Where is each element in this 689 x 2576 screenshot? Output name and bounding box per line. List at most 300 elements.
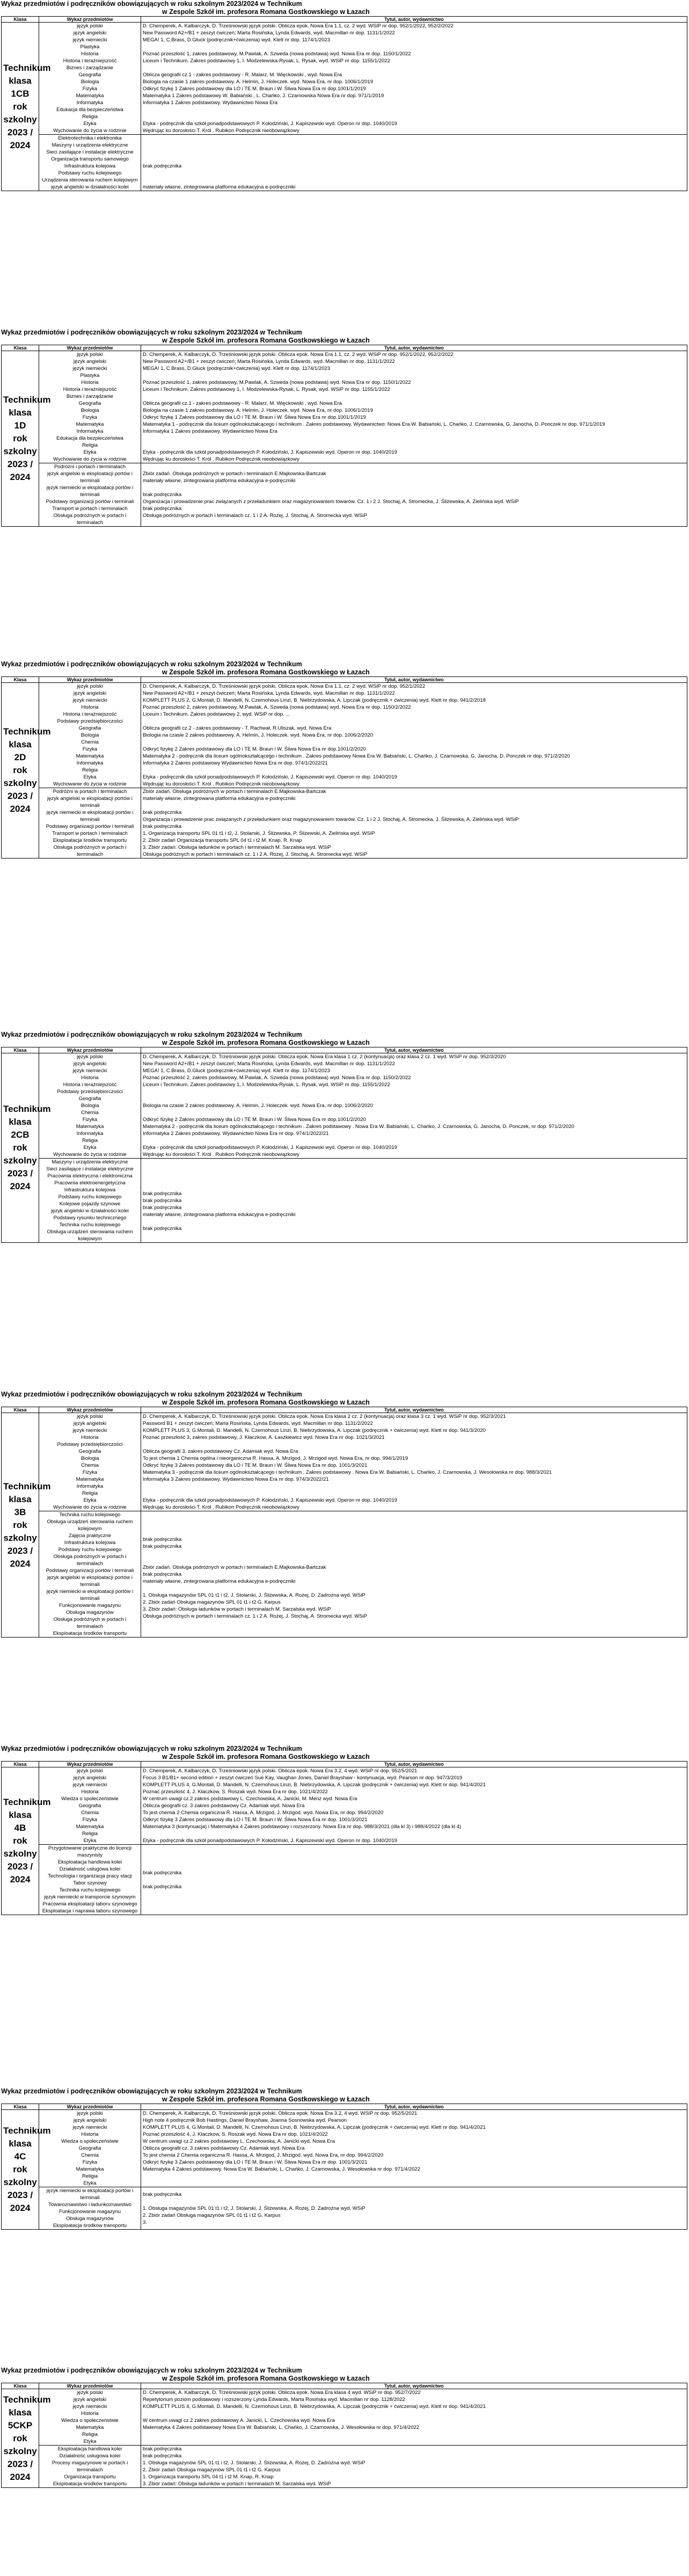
class-section (1, 660, 687, 858)
textbook-entry: D. Chemperek, A. Kalbarczyk, D. Trześniowski język polski. Oblicza epok. Nowa Era 1.1, cz. 2 wyd. WSiP nr dop. 952/1/2022, 952/2/2022 (143, 352, 454, 358)
vocational-subject-name: Obsługa podróżnych w portach i terminalach (53, 513, 127, 526)
textbook-entry: Repetytorium poziom podstawowy i rozszerzony Lynda Edwards, Marta Rosińska wyd. Macmillan nr dop. 1128/2022 (143, 2397, 405, 2403)
vocational-subject-name: Eksploatacja i naprawa taboru szynowego (42, 1908, 138, 1914)
vocational-subjects-row (2, 2446, 687, 2488)
section-title: Wykaz przedmiotów i podręczników obowiązujących w roku szkolnym 2023/2024 w Technikum (1, 660, 302, 668)
vocational-subject-name: Tabor szynowy (73, 1880, 107, 1886)
subject-name: język angielski (73, 2397, 107, 2403)
subject-name: Matematyka (76, 421, 104, 427)
general-subjects-row (2, 351, 687, 463)
header-klasa: Klasa (2, 345, 39, 351)
vocational-subject-name: Transport w portach i terminalach (52, 506, 128, 512)
class-label: Technikum klasa 3B rok szkolny 2023 / 2024 (2, 1413, 39, 1638)
header-przedmiot: Wykaz przedmiotów (39, 1762, 141, 1767)
section-subtitle: w Zespole Szkół im. profesora Romana Gostkowskiego w Łazach (162, 337, 370, 344)
subject-name: język niemiecki (72, 2124, 107, 2130)
textbook-entry: Oblicza geografii cz. 3 zakres podstawowy Cz. Adamiak wyd. Nowa Era (143, 2145, 305, 2151)
subject-name: Historia (81, 2131, 99, 2137)
general-textbook-list (141, 1413, 687, 1511)
subject-name: Informatyka (76, 760, 104, 766)
textbook-entry (143, 767, 685, 774)
subject-name: Wiedza o społeczeństwie (61, 2418, 119, 2424)
vocational-subject-name: Podstawy rysunku technicznego (53, 1215, 127, 1221)
vocational-textbook-entry: brak podręcznika (143, 824, 182, 829)
textbook-entry (143, 113, 685, 120)
header-tytul: Tytuł, autor, wydawnictwo (141, 2383, 687, 2389)
textbook-entry: Wędrując ku dorosłości T. Król . Rubikon Podręcznik nieobowiązkowy (143, 1152, 299, 1158)
general-textbook-list (141, 1767, 687, 1845)
textbook-entry: MEGA! 1, C.Brass, D.Głuck (podręcznik+ćwiczenia) wyd. Klett nr dop. 1174/1/2023 (143, 37, 331, 43)
textbook-entry: New Password A2+/B1 + zeszyt ćwiczeń; Marta Rosińska, Lynda Edwards, wyd. Macmillan nr dop. 1131/1/2022 (143, 1061, 395, 1067)
vocational-subject-name: Technika ruchu kolejowego (59, 1887, 121, 1893)
subject-name: Plastyka (80, 373, 100, 379)
vocational-textbook-entry (143, 1890, 685, 1897)
vocational-subjects-row (2, 788, 687, 858)
vocational-textbook-entry: Organizacja i prowadzenie prac związanych z przeładunkiem oraz magazynowaniem towarów. Cz. 1 i 2 J. Stochaj, A. Stromecka, J. Śliżewska, A. Zielińska wyd. WSiP (143, 817, 519, 823)
subject-name: Historia (81, 1075, 99, 1081)
textbook-entry (143, 2180, 685, 2187)
vocational-subject-name: Elektrotechnika i elektronika (58, 135, 122, 141)
general-subject-list (39, 2110, 141, 2187)
textbook-entry: Matematyka 2 - podręcznik dla liceum ogólnokształcącego i technikum . Zakres podstawowy Nowa Era W. Babiański, L. Chańko, J. Czarnowska, G. Janocha, D. Ponczek nr dop. 971/2/2020 (143, 753, 570, 759)
subject-name: Etyka (83, 2180, 97, 2186)
section-subtitle: w Zespole Szkół im. profesora Romana Gostkowskiego w Łazach (162, 2095, 370, 2103)
vocational-textbook-entry: Zbiór zadań. Obsługa podróżnych w portach i terminalach E.Majkowska-Bartczak (143, 1564, 326, 1570)
textbook-table (1, 1761, 687, 1915)
vocational-subject-name: język angielski w eksploatacji portów i terminali (47, 796, 133, 809)
vocational-textbook-entry (143, 1218, 685, 1225)
subject-name: Fizyka (82, 1117, 98, 1123)
subject-name: Fizyka (82, 1469, 98, 1475)
subject-name: Etyka (83, 774, 97, 780)
subject-name: Podstawy przedsiębiorczości (57, 718, 123, 724)
textbook-entry: Odkryć fizykę 3 Zakres podstawowy dla LO i TE M. Braun i W. Śliwa Nowa Era nr dop. 1001/3/2021 (143, 1817, 368, 1823)
textbook-entry (143, 106, 685, 113)
vocational-subject-name: Działalność usługowa kolei (59, 1866, 121, 1872)
vocational-textbook-entry (143, 1162, 685, 1169)
subject-name: język niemiecki (72, 37, 107, 43)
class-label: Technikum klasa 1CB rok szkolny 2023 / 2024 (2, 23, 39, 191)
vocational-subject-name: Infrastruktura kolejowa (64, 163, 116, 169)
vocational-subject-name: Obsługa podróżnych w portach i terminalach (53, 1617, 127, 1629)
subject-name: język angielski (73, 359, 107, 365)
vocational-subject-name: Podstawy ruchu kolejowego (58, 1547, 122, 1553)
vocational-textbook-entry (143, 1849, 685, 1855)
header-klasa: Klasa (2, 17, 39, 23)
vocational-subject-name: Sieci zasilające i instalacje elektryczne (46, 149, 134, 155)
textbook-entry: Etyka - podręcznik dla szkół ponadpodstawowych P. Kołodziński, J. Kapiszewski wyd. Operon nr dop. 1040/2019 (143, 449, 398, 455)
subject-name: Historia (81, 2411, 99, 2417)
header-tytul: Tytuł, autor, wydawnictwo (141, 17, 687, 23)
vocational-subject-name: Funkcjonowanie magazynu (58, 1603, 121, 1609)
textbook-entry: Oblicza geografii cz.1 - zakres podstawowy - R. Malarz, M. Więckowski , wyd. Nowa Era (143, 72, 342, 78)
vocational-textbook-entry (143, 1876, 685, 1883)
textbook-table (1, 2104, 687, 2230)
subject-name: Geografia (78, 1449, 101, 1454)
subject-name: Wychowanie do życia w rodzinie (53, 1504, 127, 1510)
textbook-entry: Matematyka 4 Zakres podstawowy Nowa Era W. Babiański, L. Chańko, J. Czarnowska, J. Wesołowska nr dop. 971/4/2022 (143, 2425, 420, 2431)
vocational-subject-name: język niemiecki w eksploatacji portów i terminali (46, 1589, 134, 1602)
subject-name: Chemia (81, 1110, 99, 1116)
vocational-textbook-entry: 1. Organizacja transportu SPL 01 t1 i t2, J. Stolarski, J. Śliżewska, P. Śliżewski, A. Zielińska wyd. WSiP (143, 831, 375, 836)
subject-name: Fizyka (82, 86, 98, 92)
subject-name: Etyka (83, 1145, 97, 1151)
class-label: Technikum klasa 4B rok szkolny 2023 / 2024 (2, 1767, 39, 1915)
table-header-row (2, 1762, 687, 1767)
textbook-entry: Focus 3 B1/B1+ second edition + zeszyt ćwiczeń Sue Kay, Vaughan Jones, Daniel Brayshaw - kontynuacja, wyd. Pearson nr dop. 947/3/2019 (143, 1775, 463, 1781)
vocational-textbook-entry: materiały własne, zintegrowana platforma edukacyjna e-podręczniki (143, 184, 296, 190)
vocational-subject-name: Maszyny i urządzenia elektryczne (52, 142, 128, 148)
general-subject-list (39, 351, 141, 463)
textbook-entry: MEGA! 1, C.Brass, D.Głuck (podręcznik+ćwiczenia) wyd. Klett nr dop. 1174/1/2023 (143, 366, 331, 372)
textbook-entry: Poznać przeszłość 4, J. Kłaczkow, S. Roszak wyd. Nowa Era nr dop. 1021/4/2022 (143, 1789, 328, 1795)
vocational-subject-name: język niemiecki w eksploatacji portów i terminali (46, 485, 134, 498)
textbook-entry: Wędrując ku dorosłości T. Król . Rubikon Podręcznik nieobowiązkowy (143, 1504, 299, 1510)
subject-name: Biznes i zarządzanie (66, 65, 114, 71)
subject-name: Podstawy przedsiębiorczości (57, 1089, 123, 1095)
subject-name: język polski (77, 352, 103, 358)
vocational-textbook-entry (143, 1232, 685, 1239)
subject-name: Etyka (83, 2439, 97, 2444)
textbook-entry: Odkryć fizykę 2 Zakres podstawowy dla LO i TE M. Braun i W. Śliwa Nowa Era nr dop.1001/2/2020 (143, 746, 366, 752)
textbook-entry: Liceum i Technikum. Zakres podstawowy 1, I. Modzelewska-Rysak, L. Rysak, wyd. WSiP nr dop. 1155/1/2022 (143, 1082, 390, 1088)
subject-name: Religia (82, 442, 98, 448)
subject-name: język niemiecki (72, 1068, 107, 1074)
subject-name: Historia (81, 1789, 99, 1795)
vocational-textbook-entry: Organizacja i prowadzenie prac związanych z przeładunkiem oraz magazynowaniem towarów. Cz. 1 i 2 J. Stochaj, A. Stromecka, J. Śliżewska, A. Zielińska wyd. WSiP (143, 499, 519, 505)
vocational-textbook-entry: brak podręcznika (143, 1869, 182, 1876)
header-przedmiot: Wykaz przedmiotów (39, 345, 141, 351)
subject-name: Wychowanie do życia w rodzinie (53, 1152, 127, 1158)
subject-name: Religia (82, 767, 98, 773)
general-textbook-list (141, 2110, 687, 2187)
vocational-textbook-entry (143, 1169, 685, 1176)
general-subjects-row (2, 2389, 687, 2446)
vocational-subjects-row (2, 463, 687, 527)
vocational-subject-name: Eksploatacja handlowa kolei (57, 1859, 122, 1865)
textbook-entry: Poznać przeszłość 1, zakres podstawowy, M.Pawlak, A. Szweda (nowa podstawa) wyd. Nowa Era nr dop. 1150/1/2022 (143, 380, 411, 385)
textbook-table (1, 345, 687, 527)
vocational-textbook-entry: Zbiór zadań. Obsługa podróżnych w portach i terminalach E.Majkowska-Bartczak (143, 789, 326, 795)
subject-name: język niemiecki (72, 697, 107, 703)
subject-name: Historia i teraźniejszość (63, 387, 117, 392)
textbook-table (1, 16, 687, 191)
vocational-subject-list (39, 1511, 141, 1638)
vocational-subject-name: Podróżni w portach i terminalach (53, 789, 127, 795)
subject-name: Informatyka (76, 1483, 104, 1489)
vocational-textbook-entry (143, 170, 685, 177)
subject-name: język angielski (73, 2117, 107, 2123)
textbook-entry: KOMPLETT PLUS 2, G.Montali, D. Mandelli, N. Czernohous Linzi, B. Niebrzydowska, A. Lipczak (podręcznik + ćwiczenia) wyd. Klett nr dop. 941/2/2018 (143, 697, 486, 703)
vocational-textbook-entry: 3. Zbiór zadań: Obsługa ładunków w portach i terminalach M. Sarzalska wyd. WSiP (143, 1606, 331, 1612)
vocational-textbook-entry (143, 135, 685, 142)
subject-name: Religia (82, 1490, 98, 1496)
vocational-subjects-row (2, 1159, 687, 1243)
vocational-textbook-entry (143, 1176, 685, 1183)
textbook-entry (143, 64, 685, 71)
vocational-subject-name: Technologia i organizacja pracy stacji (48, 1873, 132, 1879)
general-textbook-list (141, 23, 687, 135)
textbook-entry: Etyka - podręcznik dla szkół ponadpodstawowych P. Kołodziński, J. Kapiszewski wyd. Operon nr dop. 1040/2019 (143, 1497, 398, 1503)
vocational-subject-name: Obsługa urządzeń sterowania ruchem kolejowym (47, 1519, 133, 1532)
textbook-entry (143, 1137, 685, 1144)
header-tytul: Tytuł, autor, wydawnictwo (141, 1762, 687, 1767)
subject-name: Matematyka (76, 1476, 104, 1482)
vocational-subject-name: Pracownia elektryczna i elektroniczna (47, 1173, 133, 1179)
textbook-entry: D. Chemperek, A. Kalbarczyk, D. Trześniowski język polski. Oblicza epok. Nowa Era klasa 4 wyd. WSiP nr dop. 952/7/2022 (143, 2390, 421, 2396)
vocational-subject-name: Eksploatacja środków transportu (53, 838, 127, 843)
vocational-textbook-entry: materiały własne, zintegrowana platforma edukacyjna e-podręczniki (143, 796, 296, 802)
vocational-subject-name: Podstawy ruchu kolejowego (58, 170, 122, 176)
textbook-entry: Biologia na czasie 1 zakres podstawowy. A. Helmin, J. Holeczek. wyd. Nowa Era, nr dop. 1006/1/2019 (143, 407, 373, 413)
subject-name: Etyka (83, 121, 97, 127)
section-title: Wykaz przedmiotów i podręczników obowiązujących w roku szkolnym 2023/2024 w Technikum (1, 2087, 302, 2095)
textbook-entry: W centrum uwagi cz.2 zakres podstawowy L. Czechowska, A. Janicki wyd. Nowa Era (143, 2138, 335, 2144)
table-header-row (2, 677, 687, 683)
vocational-textbook-entry: 2. Zbiór zadań Obsługa magazynów SPL 01 t1 i t2 G. Karpus (143, 2212, 281, 2218)
textbook-entry: D. Chemperek, A. Kalbarczyk, D. Trześniowski język polski. Oblicza epok. Nowa Era 1.1, cz. 2 wyd. WSiP nr dop. 952/1/2022, 952/2/2022 (143, 23, 454, 29)
textbook-table (1, 1407, 687, 1638)
textbook-entry: Biologia na czasie 2 zakres podstawowy. A. Helmin, J. Holeczek. wyd. Nowa Era, nr dop. 1006/2/2020 (143, 732, 373, 738)
subject-name: język polski (77, 1054, 103, 1060)
vocational-subject-name: Organizacja transportu samowego (51, 156, 129, 162)
class-section (1, 0, 687, 191)
vocational-subject-name: Maszyny i urządzenia elektryczne (52, 1159, 128, 1165)
subject-name: Geografia (78, 1096, 101, 1102)
textbook-entry: D. Chemperek, A. Kalbarczyk, D. Trześniowski język polski. Oblicza epok. Nowa Era 3.2, 4 wyd. WSiP nr dop. 952/5/2021 (143, 2111, 417, 2116)
vocational-subject-name: Technika ruchu kolejowego (59, 1222, 121, 1228)
vocational-textbook-entry: Obsługa podróżnych w portach i terminalach cz. 1 i 2 A. Rożej, J. Stochaj, A. Stromecka wyd. WSiP (143, 852, 368, 857)
vocational-subject-list (39, 135, 141, 191)
table-header-row (2, 17, 687, 23)
vocational-subjects-row (2, 1845, 687, 1915)
subject-name: Matematyka (76, 1124, 104, 1130)
vocational-textbook-entry: 1. Organizacja transportu SPL 04 t1 i t2 M. Knap, R. Knap (143, 2474, 274, 2480)
textbook-entry (143, 2438, 685, 2445)
subject-name: Podstawy przedsiębiorczości (57, 1442, 123, 1447)
vocational-textbook-entry (143, 1585, 685, 1592)
vocational-textbook-entry: 1. Obsługa magazynów SPL 01 t1 i t2, J. Stolarski, J. Śliżewska, A. Rożej, D. Zadrożna wyd. WSiP (143, 2205, 365, 2211)
subject-name: Historia (81, 380, 99, 385)
textbook-entry: Poznać przeszłość 2, zakres podstawowy, M.Pawlak, A. Szweda (nowa podstawa) wyd. Nowa Era nr dop. 1150/2/2022 (143, 1075, 411, 1081)
vocational-textbook-entry (143, 1529, 685, 1536)
section-title: Wykaz przedmiotów i podręczników obowiązujących w roku szkolnym 2023/2024 w Technikum (1, 0, 302, 8)
vocational-textbook-entry: 3. Zbiór zadań: Obsługa ładunków w portach i terminalach M. Sarzalska wyd. WSiP (143, 845, 331, 850)
class-label: Technikum klasa 4C rok szkolny 2023 / 2024 (2, 2110, 39, 2230)
class-section (1, 2087, 687, 2230)
vocational-textbook-entry: Obsługa podróżnych w portach i terminalach cz. 1 i 2 A. Rożej, J. Stochaj, A. Stromecka wyd. WSiP (143, 513, 368, 519)
subject-name: Fizyka (82, 414, 98, 420)
vocational-textbook-list (141, 135, 687, 191)
textbook-entry: Matematyka 4 Zakres podstawowy. Nowa Era W. Babiański, L. Chańko, J. Czarnowska, J. Wesołowska nr dop. 971/4/2022 (143, 2166, 421, 2172)
textbook-entry: Etyka - podręcznik dla szkół ponadpodstawowych P. Kołodziński, J. Kapiszewski wyd. Operon nr dop. 1040/2019 (143, 1838, 398, 1844)
subject-name: język niemiecki (72, 366, 107, 372)
vocational-textbook-list (141, 2187, 687, 2230)
section-title: Wykaz przedmiotów i podręczników obowiązujących w roku szkolnym 2023/2024 w Technikum (1, 1745, 302, 1752)
subject-name: język niemiecki (72, 1428, 107, 1433)
header-klasa: Klasa (2, 2104, 39, 2110)
subject-name: Fizyka (82, 2159, 98, 2165)
header-przedmiot: Wykaz przedmiotów (39, 1407, 141, 1413)
vocational-textbook-entry: 3. Zbiór zadań: Obsługa ładunków w portach i terminalach M. Sarzalska wyd. WSiP (143, 2481, 331, 2487)
textbook-entry: Odkryć fizykę 1 Zakres podstawowy dla LO i TE M. Braun i W. Śliwa Nowa Era nr dop.1001/1/2019 (143, 414, 366, 420)
class-label: Technikum klasa 2D rok szkolny 2023 / 2024 (2, 683, 39, 858)
vocational-textbook-entry: brak podręcznika (143, 492, 182, 498)
textbook-entry: Matematyka 1 - podręcznik dla liceum ogólnokształcącego i technikum . Zakres podstawowy. Wydawnictwo: Nowa Era W. Babiański, L. Chańko, J. Czarnowska, G. Janocha, D. Ponczek nr dop. 971/1/2019 (143, 421, 605, 427)
textbook-entry: D. Chemperek, A. Kalbarczyk, D. Trześniowski język polski. Oblicza epok. Nowa Era 1.1, cz. 2 wyd. WSiP nr dop. 952/1/2022 (143, 683, 426, 689)
vocational-subject-name: język angielski w eksploatacji portów i terminali (47, 471, 133, 484)
vocational-textbook-entry: brak podręcznika (143, 1190, 182, 1197)
textbook-entry: KOMPLETT PLUS 3, G.Montali, D. Mandelli, N. Czernohous Linzi, B. Niebrzydowska, A. Lipczak (podręcznik + ćwiczenia) wyd. Klett nr dop. 941/3/2020 (143, 1428, 486, 1433)
vocational-subject-name: Sieci zasilające i instalacje elektryczne (46, 1166, 134, 1172)
vocational-textbook-list (141, 788, 687, 858)
vocational-subject-list (39, 2187, 141, 2230)
subject-name: Religia (82, 2432, 98, 2437)
textbook-entry (143, 1830, 685, 1837)
vocational-subject-name: Działalność usługowa kolei (59, 2453, 121, 2459)
subject-name: Geografia (78, 2145, 101, 2151)
subject-name: Chemia (81, 1462, 99, 1468)
textbook-entry: Matematyka 2 - podręcznik dla liceum ogólnokształcącego i technikum . Zakres podstawowy . Nowa Era W. Babiański, L. Chańko, J. Czarnowska, G. Janocha, D. Ponczek, nr dop. 971/2/2020 (143, 1124, 575, 1130)
textbook-entry: Informatyka 3 Zakres podstawowy. Wydawnictwo Nowa Era nr dop. 974/3/2022/21 (143, 1476, 329, 1482)
general-textbook-list (141, 351, 687, 463)
textbook-entry: Biologia na czasie 2 zakres podstawowy. A. Helmin, J. Holeczek. wyd. Nowa Era, nr dop. 1006/2/2020 (143, 1103, 373, 1109)
header-tytul: Tytuł, autor, wydawnictwo (141, 345, 687, 351)
textbook-entry: KOMPLETT PLUS 4, G.Montali, D. Mandelli, N. Czernohous Linzi, B. Niebrzydowska, A. Lipczak (podręcznik + ćwiczenia) wyd. Klett nr dop. 941/4/2021 (143, 2404, 486, 2410)
textbook-entry: D. Chemperek, A. Kalbarczyk, D. Trześniowski język polski. Oblicza epok. Nowa Era klasa 2 cz. 2 (kontynuacja) oraz klasa 3 cz. 1 wyd. WSiP nr dop. 952/3/2021 (143, 1414, 506, 1420)
textbook-entry: KOMPLETT PLUS 4, G.Montali, D. Mandelli, N. Czernohous Linzi, B. Niebrzydowska, A. Lipczak (podręcznik + ćwiczenia) wyd. Klett nr dop. 941/4/2021 (143, 1782, 486, 1788)
vocational-subject-name: Pracownia elektroenergetyczna (54, 1180, 126, 1186)
textbook-table (1, 1047, 687, 1243)
textbook-entry: Odkryć fizykę 3 Zakres podstawowy dla LO i TE M. Braun i W. Śliwa Nowa Era nr dop. 1001/3/2021 (143, 1462, 368, 1468)
general-subject-list (39, 23, 141, 135)
vocational-textbook-entry: brak podręcznika (143, 1197, 182, 1204)
section-subtitle: w Zespole Szkół im. profesora Romana Gostkowskiego w Łazach (162, 1399, 370, 1406)
section-title: Wykaz przedmiotów i podręczników obowiązujących w roku szkolnym 2023/2024 w Technikum (1, 1391, 302, 1398)
vocational-textbook-entry: 2. Zbiór zadań Obsługa magazynów SPL 01 t1 i t2 G. Karpus (143, 2467, 281, 2473)
subject-name: Matematyka (76, 93, 104, 99)
vocational-textbook-entry (143, 1183, 685, 1190)
textbook-entry: KOMPLETT PLUS 4, G.Montali, D. Mandelli, N. Czernohous Linzi, B. Niebrzydowska, A. Lipczak (podręcznik + ćwiczenia) wyd. Klett nr dop. 941/4/2021 (143, 2124, 486, 2130)
vocational-textbook-entry: materiały własne, zintegrowana platforma edukacyjna e-podręczniki (143, 1211, 296, 1218)
vocational-subject-name: Podróżni i portach i terminalach (54, 464, 126, 470)
vocational-subject-list (39, 463, 141, 527)
vocational-subject-name: Obsługa podróżnych w portach i terminalach (53, 1554, 127, 1567)
vocational-textbook-list (141, 1511, 687, 1638)
textbook-entry: D. Chemperek, A. Kalbarczyk, D. Trześniowski język polski. Oblicza epok. Nowa Era klasa 1 cz. 2 (kontynuacja) oraz klasa 2 cz. 1 wyd. WSiP nr dop. 952/3/2020 (143, 1054, 506, 1060)
vocational-textbook-entry (143, 802, 685, 809)
textbook-entry: Matematyka 3 - podręcznik dla liceum ogólnokształcącego i technikum . Zakres podstawowy . Nowa Era W. Babiański, L. Chańko, J. Czarnowska, J. Wesołowska nr dop. 988/3/2021 (143, 1469, 552, 1475)
textbook-entry (143, 2431, 685, 2438)
subject-name: Wychowanie do życia w rodzinie (53, 128, 127, 134)
header-tytul: Tytuł, autor, wydawnictwo (141, 1047, 687, 1053)
subject-name: Historia (81, 51, 99, 57)
subject-name: Etyka (83, 1497, 97, 1503)
general-subject-list (39, 1413, 141, 1511)
header-klasa: Klasa (2, 1047, 39, 1053)
subject-name: język angielski (73, 30, 107, 36)
subject-name: Informatyka (76, 1131, 104, 1137)
vocational-textbook-entry: brak podręcznika (143, 1225, 182, 1232)
subject-name: język angielski (73, 1775, 107, 1781)
vocational-textbook-entry: 1. Obsługa magazynów SPL 01 t1 i t2, J. Stolarski, J. Śliżewska, A. Rożej, D. Zadrożna wyd. WSiP (143, 1592, 365, 1598)
vocational-subject-name: Kolejowe pojazdy szynowe (59, 1201, 121, 1207)
textbook-entry (143, 2173, 685, 2180)
textbook-entry: Wędrując ku dorosłości T. Król . Rubikon Podręcznik nieobowiązkowy (143, 456, 299, 462)
subject-name: Geografia (78, 72, 101, 78)
textbook-entry: W centrum uwagi cz.2 zakres podstawowy L. Czechowska, A. Janicki, M. Menz wyd. Nowa Era (143, 1796, 357, 1802)
textbook-entry: Poznać przeszłość 2, zakres podstawowy, M.Pawlak, A. Szweda (nowa podstawa) wyd. Nowa Era nr dop. 1150/2/2022 (143, 704, 411, 710)
subject-name: Edukacja dla bezpieczeństwa (56, 107, 123, 113)
section-title: Wykaz przedmiotów i podręczników obowiązujących w roku szkolnym 2023/2024 w Technikum (1, 2367, 302, 2374)
textbook-entry (143, 43, 685, 50)
subject-name: Chemia (81, 2152, 99, 2158)
vocational-subjects-row (2, 2187, 687, 2230)
vocational-subject-list (39, 788, 141, 858)
textbook-entry: Oblicza geografii cz.2 - zakres podstawowy - T. Rachwał, R.Uliszak, wyd. Nowa Era (143, 725, 332, 731)
subject-name: Historia i teraźniejszość (63, 58, 117, 64)
textbook-entry: Etyka - podręcznik dla szkół ponadpodstawowych P. Kołodziński, J. Kapiszewski wyd. Operon nr dop. 1040/2019 (143, 774, 398, 780)
vocational-textbook-list (141, 1845, 687, 1915)
textbook-entry: Matematyka 3 (kontynuacja) i Matematyka 4 Zakres podstawowy i rozszerzony. Nowa Era nr dop. 988/3/2021 (dla kl 3) i 988/4/2022 (dla kl 4) (143, 1824, 461, 1830)
textbook-entry: Odkryć fizykę 2 Zakres podstawowy dla LO i TE M. Braun i W. Śliwa Nowa Era nr dop.1001/2/2020 (143, 1117, 366, 1123)
vocational-textbook-entry: materiały własne, zintegrowana platforma edukacyjna e-podręczniki (143, 1578, 296, 1584)
general-subject-list (39, 2389, 141, 2446)
vocational-subject-name: Procesy magazynowe w portach i terminalach (52, 2460, 128, 2473)
textbook-entry (143, 393, 685, 400)
vocational-textbook-entry: 3. (143, 2219, 147, 2225)
section-title: Wykaz przedmiotów i podręczników obowiązujących w roku szkolnym 2023/2024 w Technikum (1, 1031, 302, 1038)
vocational-subject-name: Eksploatacja środków transportu (53, 2223, 127, 2229)
subject-name: Etyka (83, 1838, 97, 1844)
subject-name: Historia i teraźniejszość (63, 711, 117, 717)
section-title: Wykaz przedmiotów i podręczników obowiązujących w roku szkolnym 2023/2024 w Technikum (1, 329, 302, 336)
vocational-subject-name: Obsługa magazynów (66, 2216, 114, 2222)
vocational-textbook-list (141, 1159, 687, 1243)
subject-name: Historia (81, 704, 99, 710)
vocational-subject-name: Infrastruktura kolejowa (64, 1540, 116, 1546)
textbook-entry (143, 1088, 685, 1095)
textbook-entry: Informatyka 1 Zakres podstawowy. Wydawnictwo Nowa Era (143, 100, 278, 106)
subject-name: Matematyka (76, 2425, 104, 2431)
textbook-entry: New Password A2+/B1 + zeszyt ćwiczeń; Marta Rosińska, Lynda Edwards, wyd. Macmillan nr dop. 1131/1/2022 (143, 359, 395, 365)
textbook-entry: New Password A2+/B1 + zeszyt ćwiczeń; Marta Rosińska, Lynda Edwards, wyd. Macmillan nr dop. 1131/1/2022 (143, 30, 395, 36)
subject-name: Matematyka (76, 1824, 104, 1830)
vocational-subject-name: język niemiecki w eksploatacji portów i terminali (46, 2188, 134, 2201)
vocational-subject-name: Obsługa urządzeń sterowania ruchem kolejowym (47, 1229, 133, 1242)
header-klasa: Klasa (2, 2383, 39, 2389)
textbook-entry: Informatyka 1 Zakres podstawowy. Wydawnictwo Nowa Era (143, 428, 278, 434)
subject-name: język angielski (73, 690, 107, 696)
vocational-subject-name: Przygotowanie praktyczne do licencji maszynisty (48, 1845, 132, 1858)
textbook-entry: Password B1 + zeszyt ćwiczeń; Marta Rosińska, Lynda Edwards, wyd. Macmillan nr dop. 1131/2/2022 (143, 1421, 373, 1427)
subject-name: Religia (82, 1138, 98, 1144)
vocational-subject-name: Transport w portach i terminalach (52, 831, 128, 836)
vocational-subject-name: Podstawy organizacji portów i terminali (46, 1568, 134, 1574)
vocational-textbook-entry: brak podręcznika (143, 1536, 182, 1542)
vocational-textbook-entry: brak podręcznika (143, 506, 182, 512)
vocational-textbook-entry (143, 2198, 685, 2205)
textbook-entry: To jest chemia 2 Chemia organiczna R. Hassa, A. Mrzigod, J. Mrzigod. wyd. Nowa Era, nr dop. 994/2/2020 (143, 1810, 384, 1816)
class-section (1, 1031, 687, 1243)
header-tytul: Tytuł, autor, wydawnictwo (141, 677, 687, 683)
vocational-subject-name: Eksploatacja środków transportu (53, 2481, 127, 2487)
subject-name: Biologia (80, 1103, 99, 1109)
vocational-subject-name: Funkcjonowanie magazynu (58, 2209, 121, 2215)
subject-name: Geografia (78, 1803, 101, 1809)
header-przedmiot: Wykaz przedmiotów (39, 2104, 141, 2110)
textbook-entry: Liceum i Technikum. Zakres podstawowy 2, wyd. WSiP nr dop. ... (143, 711, 290, 717)
